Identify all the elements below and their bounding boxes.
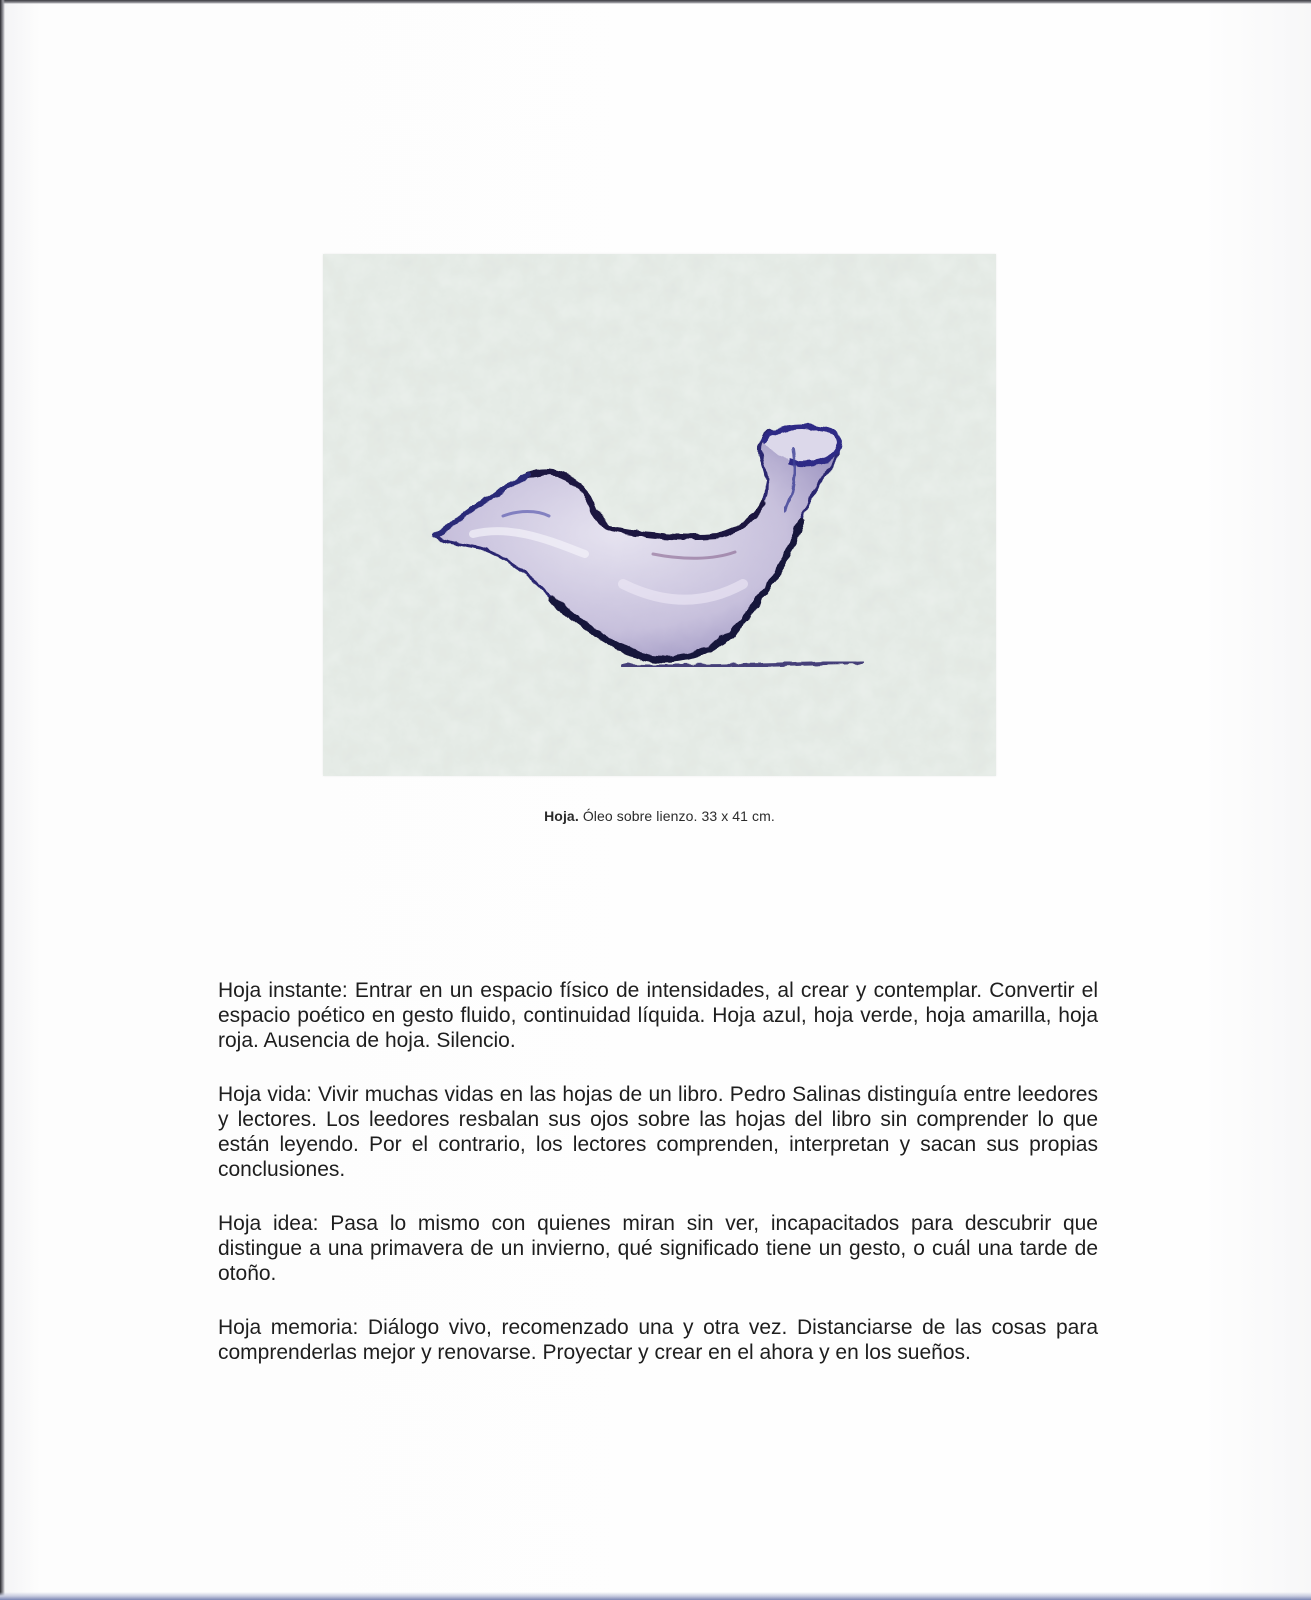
- caption-title: Hoja.: [544, 808, 579, 824]
- canvas-texture: [323, 254, 996, 776]
- painting-image: [323, 254, 996, 776]
- body-text: [218, 978, 1098, 1394]
- paragraph-hoja-memoria: Hoja memoria: Diálogo vivo, recomenzado una y otra vez. Distanciarse de las cosas para comprenderlas mejor y renovarse. Proyectar y crear en el ahora y en los sueños.: [218, 1316, 1098, 1364]
- paragraph-hoja-idea: Hoja idea: Pasa lo mismo con quienes miran sin ver, incapacitados para descubrir que distingue a una primavera de un invierno, qué significado tiene un gesto, o cuál una tarde de otoño.: [218, 1212, 1098, 1285]
- page-top-edge: [0, 0, 1311, 4]
- page-bottom-edge: [0, 1592, 1311, 1600]
- caption-detail: Óleo sobre lienzo. 33 x 41 cm.: [582, 808, 775, 824]
- paragraph-hoja-vida: Hoja vida: Vivir muchas vidas en las hojas de un libro. Pedro Salinas distinguía entre leedores y lectores. Los leedores resbalan sus ojos sobre las hojas del libro sin comprender lo que están leyendo. Por el contrario, los lectores comprenden, interpretan y sacan sus propias conclusiones.: [218, 1083, 1098, 1181]
- figure-caption: [323, 808, 996, 824]
- painting-figure: [323, 254, 996, 776]
- page-left-edge: [0, 0, 5, 1600]
- paragraph-hoja-instante: Hoja instante: Entrar en un espacio físico de intensidades, al crear y contemplar. Convertir el espacio poético en gesto fluido, continuidad líquida. Hoja azul, hoja verde, hoja amarilla, hoja roja. Ausencia de hoja. Silencio.: [218, 979, 1098, 1052]
